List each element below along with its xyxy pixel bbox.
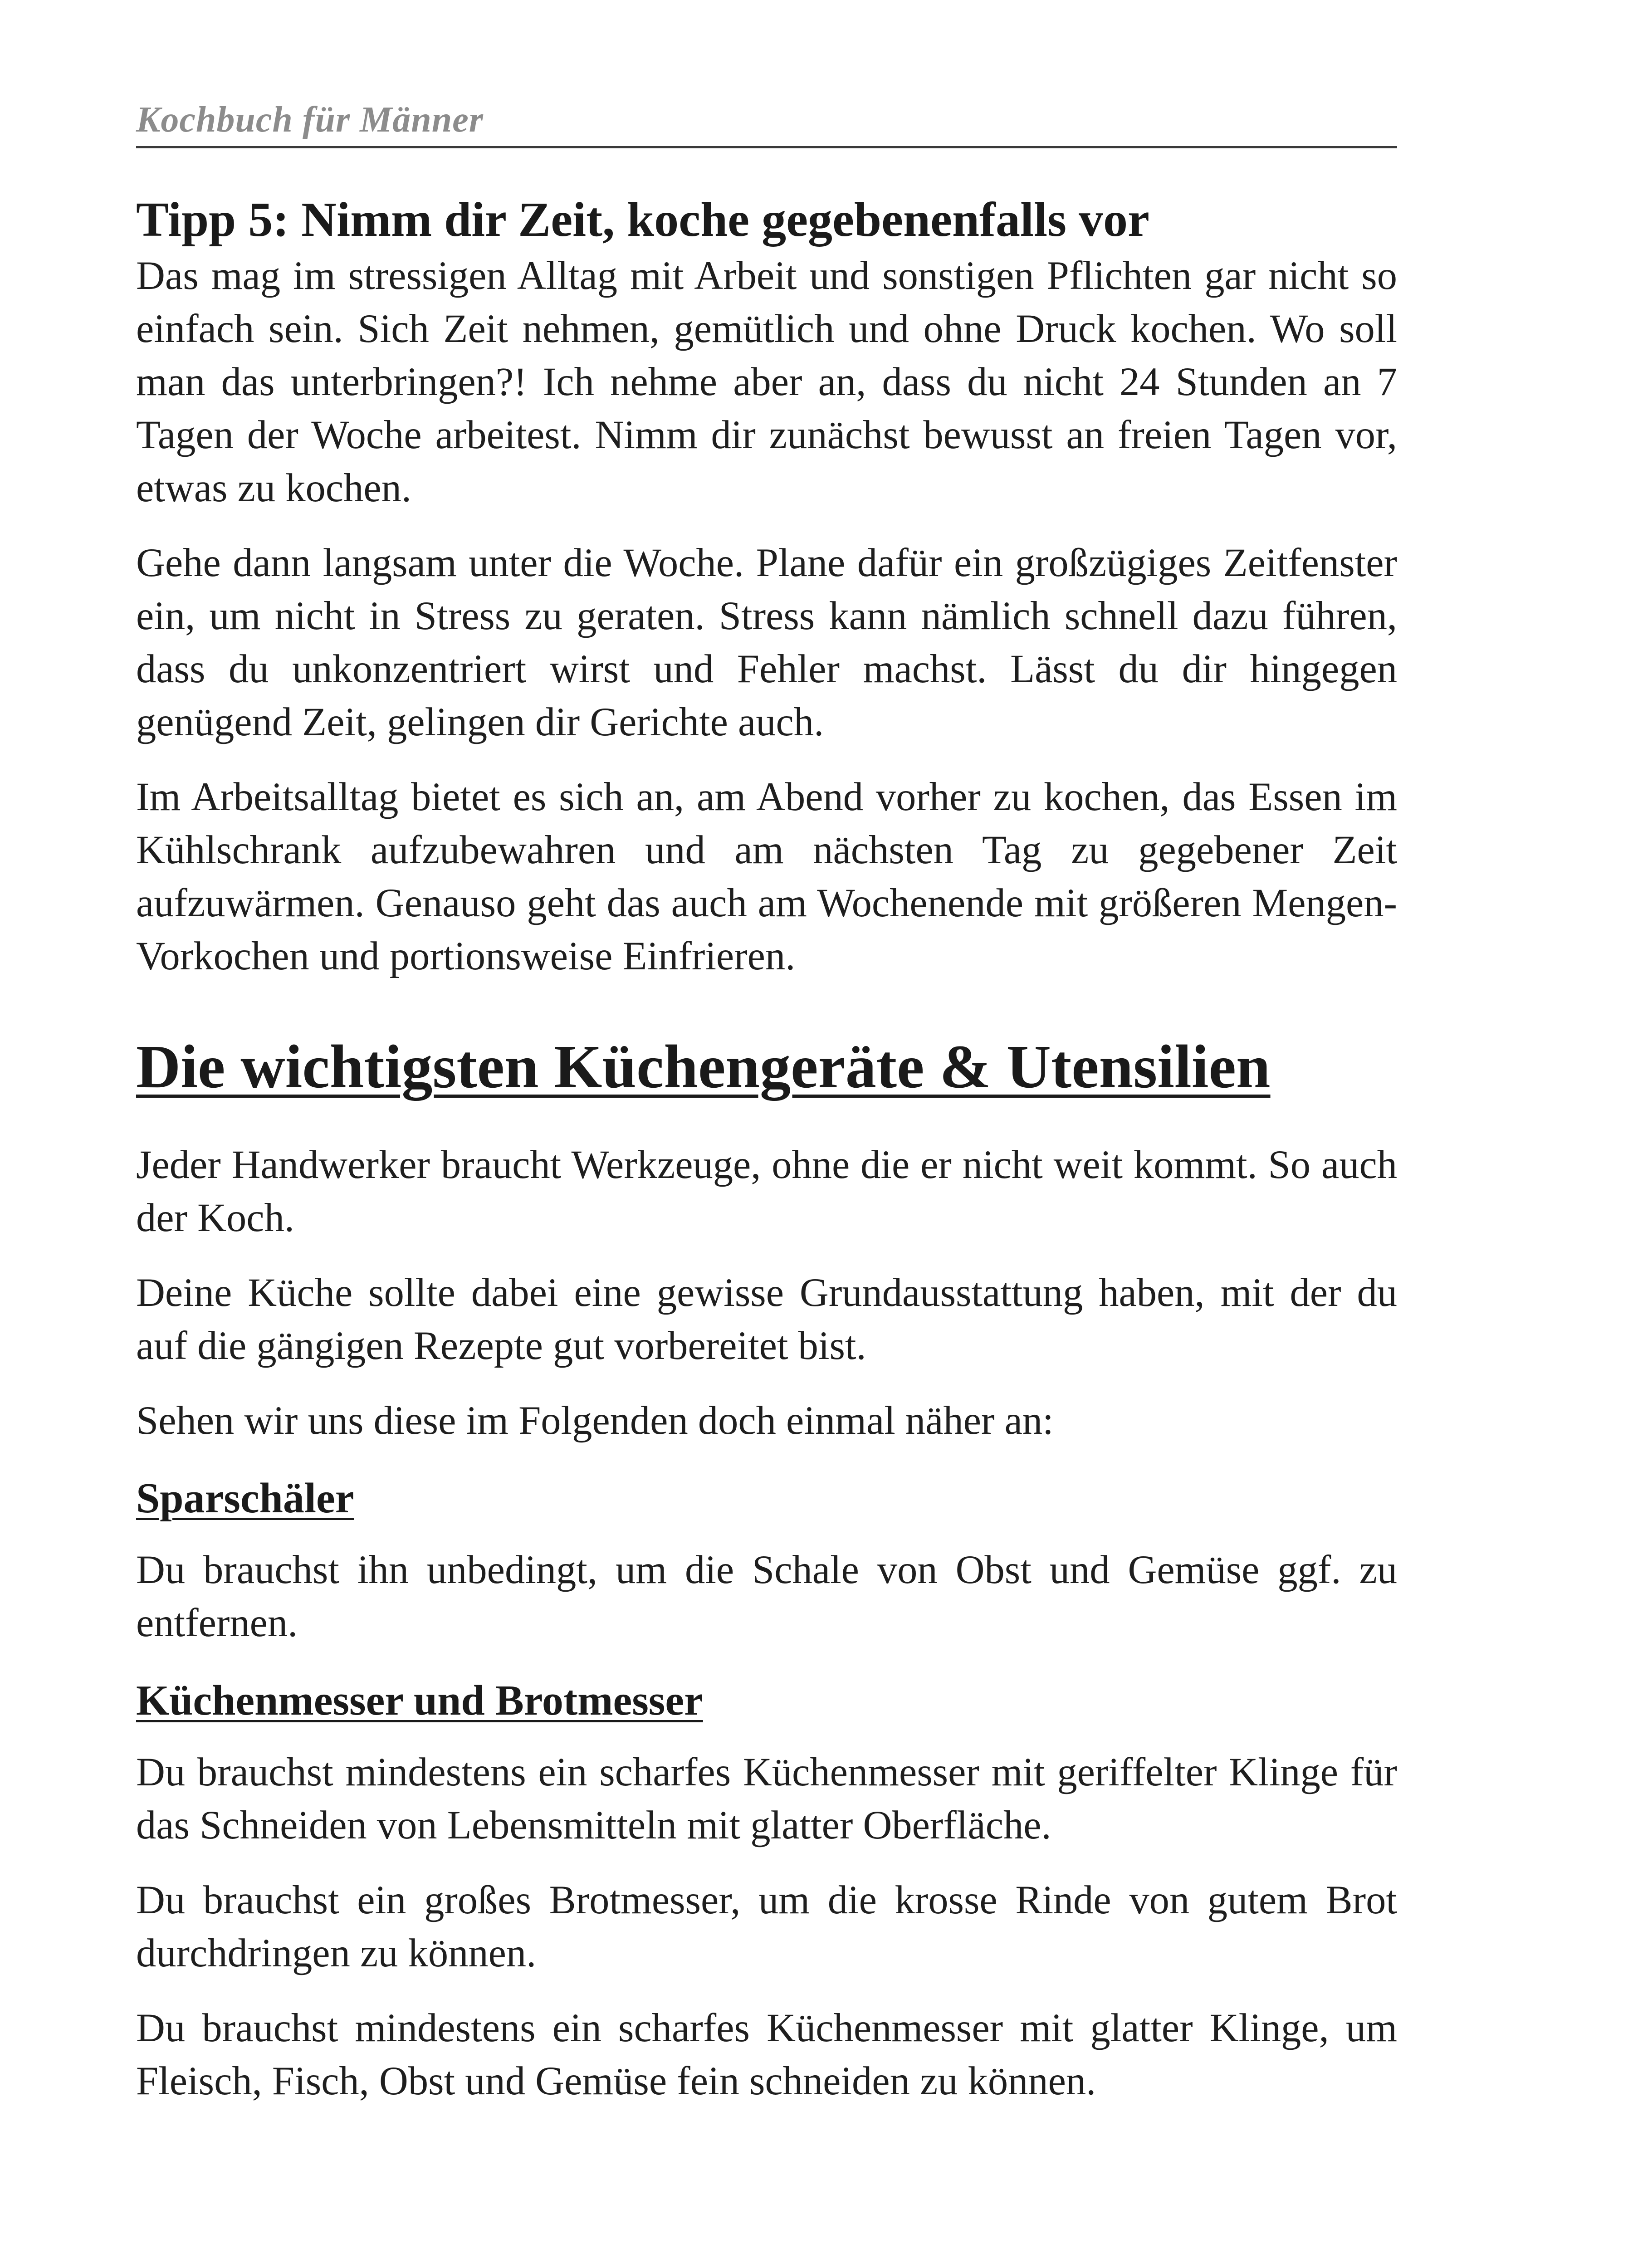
tip-paragraph: Gehe dann langsam unter die Woche. Plane dafür ein großzügiges Zeitfenster ein, um nicht in Stress zu geraten. Stress kann nämlich schnell dazu führen, dass du unkonzentriert wirst und Fehler machst. Lässt du dir hingegen genügend Zeit, gelingen dir Gerichte auch. [136, 541, 1397, 744]
sparschaeler-paragraph: Du brauchst ihn unbedingt, um die Schale von Obst und Gemüse ggf. zu entfernen. [136, 1548, 1397, 1645]
messer-paragraph: Du brauchst mindestens ein scharfes Küchenmesser mit glatter Klinge, um Fleisch, Fisch, Obst und Gemüse fein schneiden zu können. [136, 2006, 1397, 2103]
running-header [136, 93, 1397, 148]
subheading-messer: Küchenmesser und Brotmesser [136, 1677, 703, 1724]
section-intro-paragraph: Jeder Handwerker braucht Werkzeuge, ohne die er nicht weit kommt. So auch der Koch. [136, 1143, 1397, 1240]
messer-paragraph: Du brauchst mindestens ein scharfes Küchenmesser mit geriffelter Klinge für das Schneiden von Lebensmitteln mit glatter Oberfläche. [136, 1750, 1397, 1848]
section-heading: Die wichtigsten Küchengeräte & Utensilien [136, 1033, 1271, 1101]
section-intro-paragraph: Deine Küche sollte dabei eine gewisse Grundausstattung haben, mit der du auf die gängigen Rezepte gut vorbereitet bist. [136, 1271, 1397, 1368]
section-intro-paragraph: Sehen wir uns diese im Folgenden doch einmal näher an: [136, 1398, 1054, 1443]
tip-paragraph: Das mag im stressigen Alltag mit Arbeit und sonstigen Pflichten gar nicht so einfach sein. Sich Zeit nehmen, gemütlich und ohne Druck kochen. Wo soll man das unterbringen?! Ich nehme aber an, dass du nicht 24 Stunden an 7 Tagen der Woche arbeitest. Nimm dir zunächst bewusst an freien Tagen vor, etwas zu kochen. [136, 254, 1397, 510]
running-header-title: Kochbuch für Männer [136, 100, 484, 140]
page-content [136, 191, 1397, 2130]
tip-paragraph: Im Arbeitsalltag bietet es sich an, am Abend vorher zu kochen, das Essen im Kühlschrank aufzubewahren und am nächsten Tag zu gegebener Zeit aufzuwärmen. Genauso geht das auch am Wochenende mit größeren Mengen- Vorkochen und portionsweise Einfrieren. [136, 775, 1397, 978]
tip-heading: Tipp 5: Nimm dir Zeit, koche gegebenenfalls vor [136, 193, 1149, 247]
messer-paragraph: Du brauchst ein großes Brotmesser, um die krosse Rinde von gutem Brot durchdringen zu können. [136, 1878, 1397, 1975]
subheading-sparschaeler: Sparschäler [136, 1475, 354, 1522]
book-page [136, 0, 1397, 2268]
